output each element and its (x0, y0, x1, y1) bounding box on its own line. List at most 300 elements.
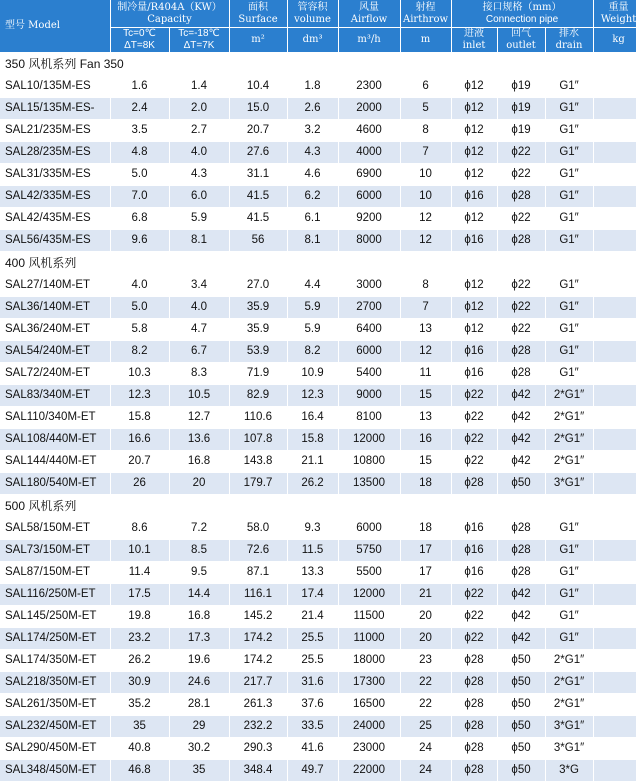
capacity-tc0-cell: 5.0 (110, 164, 169, 186)
model-cell: SAL42/335M-ES (0, 186, 110, 208)
airthrow-cell: 5 (400, 98, 451, 120)
airflow-cell: 2300 (338, 76, 400, 98)
capacity-tc18-cell: 8.3 (169, 363, 229, 385)
model-cell: SAL116/250M-ET (0, 584, 110, 606)
airthrow-cell: 25 (400, 716, 451, 738)
airflow-cell: 5400 (338, 363, 400, 385)
volume-cell: 41.6 (287, 738, 338, 760)
volume-cell: 5.9 (287, 319, 338, 341)
airflow-en: Airflow (350, 13, 388, 25)
pipe-header (451, 0, 593, 28)
model-cell: SAL290/450M-ET (0, 738, 110, 760)
drain-cell: G1″ (545, 164, 593, 186)
outlet-cell: ϕ42 (497, 606, 545, 628)
volume-cell: 6.1 (287, 208, 338, 230)
airthrow-cell: 20 (400, 606, 451, 628)
airthrow-cell: 17 (400, 562, 451, 584)
drain-cell: G1″ (545, 606, 593, 628)
table-row (0, 672, 636, 694)
dt8-label: ΔT=8K (124, 40, 155, 51)
surface-cell: 41.5 (229, 208, 287, 230)
model-cell: SAL56/435M-ES (0, 230, 110, 252)
inlet-cell: ϕ28 (451, 738, 497, 760)
weight-cell (593, 606, 636, 628)
table-row (0, 385, 636, 407)
weight-cell (593, 297, 636, 319)
drain-cell: 3*G (545, 760, 593, 782)
volume-cell: 21.4 (287, 606, 338, 628)
table-row (0, 473, 636, 495)
capacity-tc18-cell: 8.1 (169, 230, 229, 252)
drain-cell: 2*G1″ (545, 672, 593, 694)
volume-cell: 25.5 (287, 628, 338, 650)
model-cell: SAL110/340M-ET (0, 407, 110, 429)
model-cell: SAL174/250M-ET (0, 628, 110, 650)
model-cell: SAL261/350M-ET (0, 694, 110, 716)
surface-cell: 143.8 (229, 451, 287, 473)
airflow-cell: 3000 (338, 275, 400, 297)
section-title: 500 风机系列 (0, 495, 636, 518)
table-row (0, 407, 636, 429)
airflow-cell: 16500 (338, 694, 400, 716)
airflow-cn: 风量 (359, 1, 380, 13)
inlet-cell: ϕ12 (451, 208, 497, 230)
table-row (0, 451, 636, 473)
table-row (0, 186, 636, 208)
model-cell: SAL232/450M-ET (0, 716, 110, 738)
outlet-header (497, 28, 545, 53)
inlet-cell: ϕ16 (451, 230, 497, 252)
volume-cell: 49.7 (287, 760, 338, 782)
weight-cell (593, 385, 636, 407)
inlet-cell: ϕ28 (451, 694, 497, 716)
surface-cell: 174.2 (229, 628, 287, 650)
airthrow-cell: 22 (400, 672, 451, 694)
airflow-cell: 4600 (338, 120, 400, 142)
capacity-tc18-cell: 4.0 (169, 297, 229, 319)
drain-cell: G1″ (545, 341, 593, 363)
drain-cell: G1″ (545, 363, 593, 385)
capacity-tc18-cell: 3.4 (169, 275, 229, 297)
airflow-cell: 22000 (338, 760, 400, 782)
volume-cell: 6.2 (287, 186, 338, 208)
volume-cell: 2.6 (287, 98, 338, 120)
pipe-cn: 接口规格（mm） (482, 1, 562, 13)
tc0-label: Tc=0℃ (123, 28, 156, 39)
table-row (0, 518, 636, 540)
capacity-tc0-cell: 35.2 (110, 694, 169, 716)
airflow-cell: 18000 (338, 650, 400, 672)
capacity-tc18-cell: 6.7 (169, 341, 229, 363)
table-row (0, 562, 636, 584)
inlet-cell: ϕ28 (451, 672, 497, 694)
table-row (0, 694, 636, 716)
table-row (0, 208, 636, 230)
drain-cell: 3*G1″ (545, 473, 593, 495)
inlet-cell: ϕ22 (451, 451, 497, 473)
capacity-tc0-cell: 16.6 (110, 429, 169, 451)
inlet-cell: ϕ28 (451, 473, 497, 495)
table-row (0, 738, 636, 760)
capacity-tc0-cell: 7.0 (110, 186, 169, 208)
capacity-tc0-cell: 10.1 (110, 540, 169, 562)
model-cell: SAL21/235M-ES (0, 120, 110, 142)
inlet-cell: ϕ12 (451, 164, 497, 186)
table-row (0, 164, 636, 186)
model-cell: SAL10/135M-ES (0, 76, 110, 98)
airflow-cell: 5750 (338, 540, 400, 562)
capacity-tc0-cell: 15.8 (110, 407, 169, 429)
drain-cell: 2*G1″ (545, 694, 593, 716)
capacity-tc0-cell: 12.3 (110, 385, 169, 407)
airthrow-cell: 8 (400, 120, 451, 142)
weight-unit: kg (593, 28, 636, 53)
airthrow-cell: 8 (400, 275, 451, 297)
inlet-cell: ϕ16 (451, 341, 497, 363)
airflow-cell: 9200 (338, 208, 400, 230)
airthrow-cell: 12 (400, 341, 451, 363)
capacity-tc0-cell: 20.7 (110, 451, 169, 473)
volume-cell: 26.2 (287, 473, 338, 495)
airflow-cell: 8100 (338, 407, 400, 429)
outlet-cell: ϕ50 (497, 738, 545, 760)
surface-cn: 面积 (248, 1, 269, 13)
weight-cell (593, 76, 636, 98)
volume-cell: 10.9 (287, 363, 338, 385)
model-cell: SAL36/140M-ET (0, 297, 110, 319)
outlet-cell: ϕ50 (497, 716, 545, 738)
outlet-cell: ϕ28 (497, 363, 545, 385)
model-cell: SAL83/340M-ET (0, 385, 110, 407)
airflow-cell: 6000 (338, 186, 400, 208)
drain-cell: 2*G1″ (545, 429, 593, 451)
surface-cell: 53.9 (229, 341, 287, 363)
drain-cell: 3*G1″ (545, 716, 593, 738)
outlet-cell: ϕ28 (497, 230, 545, 252)
surface-cell: 261.3 (229, 694, 287, 716)
drain-cell: G1″ (545, 518, 593, 540)
inlet-cell: ϕ22 (451, 429, 497, 451)
capacity-tc0-cell: 9.6 (110, 230, 169, 252)
capacity-en: Capacity (147, 13, 192, 25)
capacity-tc0-cell: 10.3 (110, 363, 169, 385)
capacity-tc18-cell: 4.7 (169, 319, 229, 341)
table-row (0, 716, 636, 738)
airthrow-cell: 20 (400, 628, 451, 650)
outlet-cell: ϕ42 (497, 385, 545, 407)
capacity-tc0-cell: 5.0 (110, 297, 169, 319)
airflow-cell: 2700 (338, 297, 400, 319)
outlet-cell: ϕ22 (497, 297, 545, 319)
volume-cell: 9.3 (287, 518, 338, 540)
surface-cell: 179.7 (229, 473, 287, 495)
table-row (0, 98, 636, 120)
airflow-cell: 12000 (338, 429, 400, 451)
model-cell: SAL72/240M-ET (0, 363, 110, 385)
airflow-cell: 6000 (338, 518, 400, 540)
capacity-tc18-cell: 20 (169, 473, 229, 495)
inlet-cell: ϕ22 (451, 584, 497, 606)
volume-unit: dm³ (287, 28, 338, 53)
weight-cell (593, 341, 636, 363)
outlet-cell: ϕ22 (497, 275, 545, 297)
outlet-cell: ϕ28 (497, 341, 545, 363)
inlet-cell: ϕ12 (451, 142, 497, 164)
airflow-cell: 6000 (338, 341, 400, 363)
surface-cell: 20.7 (229, 120, 287, 142)
dt7-label: ΔT=7K (183, 40, 215, 51)
volume-cell: 13.3 (287, 562, 338, 584)
volume-cell: 1.8 (287, 76, 338, 98)
model-cell: SAL28/235M-ES (0, 142, 110, 164)
outlet-cell: ϕ28 (497, 540, 545, 562)
airthrow-en: Airthrow (403, 13, 449, 25)
weight-cell (593, 120, 636, 142)
weight-cell (593, 275, 636, 297)
weight-cell (593, 164, 636, 186)
airthrow-cell: 18 (400, 473, 451, 495)
volume-cell: 15.8 (287, 429, 338, 451)
drain-cell: G1″ (545, 120, 593, 142)
airflow-cell: 11500 (338, 606, 400, 628)
inlet-cell: ϕ12 (451, 98, 497, 120)
capacity-tc18-cell: 16.8 (169, 451, 229, 473)
capacity-tc18-cell: 1.4 (169, 76, 229, 98)
airflow-cell: 9000 (338, 385, 400, 407)
volume-cell: 11.5 (287, 540, 338, 562)
airthrow-cell: 16 (400, 429, 451, 451)
drain-cn: 排水 (559, 28, 580, 39)
airflow-cell: 11000 (338, 628, 400, 650)
inlet-cell: ϕ16 (451, 562, 497, 584)
capacity-tc0-cell: 6.8 (110, 208, 169, 230)
drain-cell: G1″ (545, 76, 593, 98)
capacity-tc0-cell: 19.8 (110, 606, 169, 628)
inlet-cell: ϕ22 (451, 407, 497, 429)
capacity-tc18-cell: 2.7 (169, 120, 229, 142)
table-row (0, 363, 636, 385)
volume-cell: 17.4 (287, 584, 338, 606)
volume-cell: 31.6 (287, 672, 338, 694)
airthrow-cell: 10 (400, 186, 451, 208)
airthrow-cell: 24 (400, 760, 451, 782)
outlet-cell: ϕ50 (497, 694, 545, 716)
outlet-cell: ϕ50 (497, 473, 545, 495)
airflow-header (338, 0, 400, 28)
capacity-tc18-cell: 28.1 (169, 694, 229, 716)
outlet-cell: ϕ42 (497, 451, 545, 473)
capacity-tc18-cell: 9.5 (169, 562, 229, 584)
capacity-tc0-cell: 26 (110, 473, 169, 495)
capacity-tc18-cell: 30.2 (169, 738, 229, 760)
model-cell: SAL348/450M-ET (0, 760, 110, 782)
surface-cell: 87.1 (229, 562, 287, 584)
model-cell: SAL73/150M-ET (0, 540, 110, 562)
weight-cell (593, 562, 636, 584)
outlet-cell: ϕ22 (497, 142, 545, 164)
table-row (0, 650, 636, 672)
surface-cell: 82.9 (229, 385, 287, 407)
weight-cell (593, 319, 636, 341)
tc18-label: Tc=-18℃ (178, 28, 220, 39)
surface-cell: 56 (229, 230, 287, 252)
capacity-tc18-cell: 12.7 (169, 407, 229, 429)
volume-header (287, 0, 338, 28)
weight-cell (593, 230, 636, 252)
surface-cell: 217.7 (229, 672, 287, 694)
capacity-tc0-cell: 26.2 (110, 650, 169, 672)
outlet-cell: ϕ42 (497, 407, 545, 429)
inlet-cell: ϕ16 (451, 518, 497, 540)
table-row (0, 429, 636, 451)
table-row (0, 606, 636, 628)
airthrow-cell: 12 (400, 208, 451, 230)
surface-header (229, 0, 287, 28)
volume-cell: 37.6 (287, 694, 338, 716)
model-cell: SAL42/435M-ES (0, 208, 110, 230)
capacity-tc18-cell: 7.2 (169, 518, 229, 540)
capacity-tc18-cell: 6.0 (169, 186, 229, 208)
weight-cell (593, 518, 636, 540)
weight-cell (593, 407, 636, 429)
inlet-cell: ϕ16 (451, 363, 497, 385)
weight-cell (593, 142, 636, 164)
model-header: 型号 Model (0, 0, 110, 53)
airflow-unit: m³/h (338, 28, 400, 53)
surface-unit: m² (229, 28, 287, 53)
volume-en: volume (294, 13, 331, 25)
capacity-tc0-cell: 1.6 (110, 76, 169, 98)
outlet-cell: ϕ28 (497, 518, 545, 540)
surface-cell: 116.1 (229, 584, 287, 606)
airthrow-cell: 6 (400, 76, 451, 98)
inlet-cell: ϕ12 (451, 120, 497, 142)
table-row (0, 760, 636, 782)
drain-cell: G1″ (545, 186, 593, 208)
capacity-tc0-cell: 3.5 (110, 120, 169, 142)
airthrow-cell: 15 (400, 385, 451, 407)
capacity-tc18-cell: 16.8 (169, 606, 229, 628)
weight-cell (593, 760, 636, 782)
surface-en: Surface (238, 13, 278, 25)
weight-cell (593, 672, 636, 694)
model-cell: SAL87/150M-ET (0, 562, 110, 584)
capacity-tc18-cell: 17.3 (169, 628, 229, 650)
drain-cell: G1″ (545, 275, 593, 297)
outlet-cell: ϕ42 (497, 628, 545, 650)
airthrow-cell: 13 (400, 319, 451, 341)
outlet-cell: ϕ22 (497, 319, 545, 341)
inlet-cell: ϕ12 (451, 76, 497, 98)
airthrow-cell: 7 (400, 142, 451, 164)
drain-cell: 2*G1″ (545, 650, 593, 672)
capacity-tc18-cell: 10.5 (169, 385, 229, 407)
drain-cell: G1″ (545, 628, 593, 650)
capacity-tc0-cell: 4.8 (110, 142, 169, 164)
capacity-tc0-cell: 40.8 (110, 738, 169, 760)
surface-cell: 15.0 (229, 98, 287, 120)
inlet-cell: ϕ12 (451, 297, 497, 319)
surface-cell: 110.6 (229, 407, 287, 429)
weight-cell (593, 738, 636, 760)
table-row (0, 584, 636, 606)
surface-cell: 41.5 (229, 186, 287, 208)
volume-cell: 16.4 (287, 407, 338, 429)
capacity-tc18-cell: 35 (169, 760, 229, 782)
airflow-cell: 13500 (338, 473, 400, 495)
outlet-cell: ϕ19 (497, 120, 545, 142)
airthrow-cell: 7 (400, 297, 451, 319)
surface-cell: 290.3 (229, 738, 287, 760)
outlet-cell: ϕ28 (497, 562, 545, 584)
drain-cell: G1″ (545, 562, 593, 584)
inlet-cell: ϕ22 (451, 606, 497, 628)
airflow-cell: 6400 (338, 319, 400, 341)
weight-cell (593, 716, 636, 738)
capacity-tc0-cell: 8.2 (110, 341, 169, 363)
table-row (0, 142, 636, 164)
inlet-cell: ϕ12 (451, 319, 497, 341)
surface-cell: 58.0 (229, 518, 287, 540)
volume-cell: 4.3 (287, 142, 338, 164)
inlet-cell: ϕ12 (451, 275, 497, 297)
airflow-cell: 8000 (338, 230, 400, 252)
weight-cell (593, 628, 636, 650)
drain-cell: G1″ (545, 230, 593, 252)
drain-cell: 2*G1″ (545, 451, 593, 473)
surface-cell: 10.4 (229, 76, 287, 98)
airthrow-cell: 12 (400, 230, 451, 252)
outlet-cell: ϕ22 (497, 208, 545, 230)
section-title: 350 风机系列 Fan 350 (0, 53, 636, 76)
table-row (0, 275, 636, 297)
drain-header (545, 28, 593, 53)
volume-cell: 8.1 (287, 230, 338, 252)
surface-cell: 107.8 (229, 429, 287, 451)
capacity-tc18-cell: 29 (169, 716, 229, 738)
model-cell: SAL180/540M-ET (0, 473, 110, 495)
volume-cell: 33.5 (287, 716, 338, 738)
capacity-tc18-cell: 4.3 (169, 164, 229, 186)
volume-cell: 3.2 (287, 120, 338, 142)
volume-cell: 4.6 (287, 164, 338, 186)
inlet-cell: ϕ16 (451, 186, 497, 208)
model-cell: SAL108/440M-ET (0, 429, 110, 451)
model-cell: SAL31/335M-ES (0, 164, 110, 186)
airflow-cell: 6900 (338, 164, 400, 186)
weight-cell (593, 429, 636, 451)
airflow-cell: 2000 (338, 98, 400, 120)
outlet-cell: ϕ19 (497, 76, 545, 98)
table-row (0, 230, 636, 252)
airflow-cell: 10800 (338, 451, 400, 473)
airflow-cell: 17300 (338, 672, 400, 694)
capacity-tc18-cell: 4.0 (169, 142, 229, 164)
outlet-cell: ϕ42 (497, 429, 545, 451)
outlet-en: outlet (506, 40, 536, 51)
capacity-header (110, 0, 229, 28)
capacity-tc18-cell: 5.9 (169, 208, 229, 230)
airflow-cell: 23000 (338, 738, 400, 760)
tc0-header (110, 28, 169, 53)
surface-cell: 27.0 (229, 275, 287, 297)
inlet-cell: ϕ28 (451, 760, 497, 782)
model-cell: SAL27/140M-ET (0, 275, 110, 297)
surface-cell: 348.4 (229, 760, 287, 782)
table-row (0, 76, 636, 98)
volume-cn: 管容积 (297, 1, 328, 13)
outlet-cell: ϕ50 (497, 672, 545, 694)
